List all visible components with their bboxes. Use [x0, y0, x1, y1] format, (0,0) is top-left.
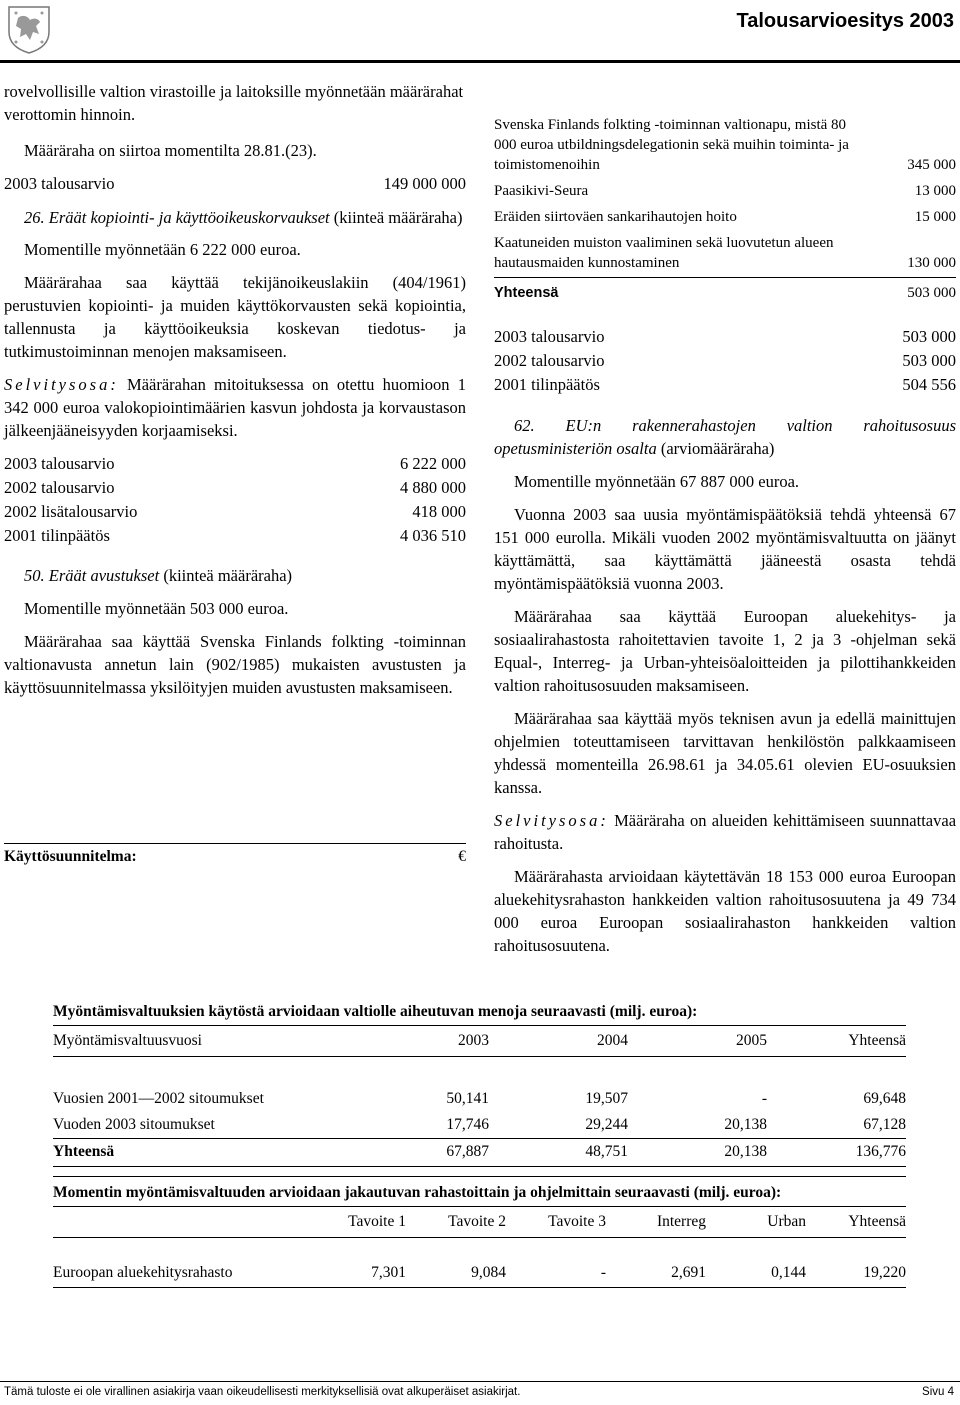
section-62-grant: Momentille myönnetään 67 887 000 euroa. — [514, 472, 800, 491]
usage-plan-table — [494, 115, 956, 303]
plan-row: Kaatuneiden muiston vaaliminen sekä luovutetun alueen hautausmaiden kunnostaminen 130 000 — [494, 235, 956, 271]
section-50-name: 50. Eräät avustukset — [24, 566, 160, 585]
section-62-paragraph-1: Vuonna 2003 saa uusia myöntämispäätöksiä tehdä yhteensä 67 151 000 eurolla. Mikäli vuoden 2002 myöntämisvaltuutta on jäänyt käyttämättä, saa käyttämättä jääneestä osasta tehdä myöntämispäätöksiä vuonna 2003. — [494, 505, 956, 593]
table-header-row: Tavoite 1 Tavoite 2 Tavoite 3 Interreg Urban Yhteensä — [53, 1207, 906, 1237]
figure-row: 2002 lisätalousarvio 418 000 — [4, 502, 466, 521]
fund-allocation-table — [53, 1176, 906, 1288]
section-50-grant: Momentille myönnetään 503 000 euroa. — [24, 599, 289, 618]
figure-row: 2002 talousarvio 4 880 000 — [4, 478, 466, 497]
header-rule — [0, 60, 960, 63]
left-column — [4, 80, 466, 699]
section-26-number: 26. — [24, 208, 45, 227]
table-row: Vuosien 2001—2002 sitoumukset 50,141 19,507 - 69,648 — [53, 1090, 906, 1107]
table-header-row: Myöntämisvaltuusvuosi 2003 2004 2005 Yhteensä — [53, 1026, 906, 1056]
section-50-figures — [494, 325, 956, 396]
figure-row: 2002 talousarvio 503 000 — [494, 351, 956, 370]
section-50-type: (kiinteä määräraha) — [159, 566, 293, 585]
section-62-title — [494, 414, 956, 460]
right-column — [494, 115, 956, 957]
intro-paragraph: rovelvollisille valtion virastoille ja laitoksille myönnetään määrärahat verottomin hinnoin. — [4, 82, 464, 124]
budget-value: 149 000 000 — [383, 174, 466, 193]
coat-of-arms-logo — [6, 4, 52, 54]
table-1-title: Myöntämisvaltuuksien käytöstä arvioidaan valtiolle aiheutuvan menoja seuraavasti (milj. euroa): — [53, 1002, 906, 1026]
grant-authority-table — [53, 1002, 906, 1167]
figure-row: 2001 tilinpäätös 4 036 510 — [4, 526, 466, 545]
usage-plan-header — [4, 843, 466, 866]
section-62-name: 62. EU:n rakennerahastojen valtion rahoitusosuus opetusministeriön osalta — [494, 416, 956, 458]
transfer-note: Määräraha on siirtoa momentilta 28.81.(23). — [24, 141, 317, 160]
selvitys-label: Selvitysosa: — [494, 811, 609, 830]
section-62-paragraph-2: Määrärahaa saa käyttää Euroopan aluekehitys- ja sosiaalirahastosta rahoitettavien tavoite 1, 2 ja 3 -ohjelman sekä Equal-, Interreg- ja Urban-yhteisöaloitteiden ja pilottihankkeiden valtion rahoitusosuuden maksamiseen. — [494, 607, 956, 695]
section-50-body: Määrärahaa saa käyttää Svenska Finlands folkting -toiminnan valtionavusta annetun lain (902/1985) mukaisten avustusten ja käyttösuunnitelmassa yksilöityjen muiden avustusten maksamiseen. — [4, 632, 466, 697]
footer-note: Tämä tuloste ei ole virallinen asiakirja vaan oikeudellisesti merkityksellisiä ovat alkuperäiset asiakirjat. — [4, 1386, 521, 1398]
section-50-title — [4, 564, 466, 587]
section-62-type: (arviomääräraha) — [656, 439, 775, 458]
table-total-row: Yhteensä 67,887 48,751 20,138 136,776 — [53, 1138, 906, 1166]
section-26-title — [4, 206, 466, 229]
figure-row: 2003 talousarvio 503 000 — [494, 327, 956, 346]
section-26-grant: Momentille myönnetään 6 222 000 euroa. — [24, 240, 301, 259]
section-62-selvitys — [494, 809, 956, 855]
section-26-figures — [4, 452, 466, 547]
table-2-title: Momentin myöntämisvaltuuden arvioidaan jakautuvan rahastoittain ja ohjelmittain seuraavasti (milj. euroa): — [53, 1183, 906, 1207]
footer-rule — [0, 1381, 960, 1382]
figure-row: 2003 talousarvio 6 222 000 — [4, 454, 466, 473]
document-title: Talousarvioesitys 2003 — [736, 10, 954, 32]
section-26-name: Eräät kopiointi- ja käyttöoikeuskorvaukset — [48, 208, 330, 227]
usage-plan-label: Käyttösuunnitelma: — [4, 848, 137, 865]
section-26-selvitys-text: Määrärahan mitoituksessa on otettu huomioon 1 342 000 euroa valokopiointimäärien kasvun johdosta ja korvaustason jälkeenjääneisyyden korjaamiseksi. — [4, 375, 467, 440]
table-row: Vuoden 2003 sitoumukset 17,746 29,244 20,138 67,128 — [53, 1112, 906, 1138]
euro-unit: € — [458, 848, 466, 865]
figure-row: 2001 tilinpäätös 504 556 — [494, 375, 956, 394]
table-1 — [53, 1026, 906, 1167]
section-62-paragraph-3: Määrärahaa saa käyttää myös teknisen avun ja edellä mainittujen ohjelmien toteuttamiseen tarvittavan henkilöstön palkkaamiseen yhdessä momenteilla 26.98.61 ja 34.05.61 olevien EU-osuuksien kanssa. — [494, 709, 956, 797]
section-62-paragraph-4: Määrärahasta arvioidaan käytettävän 18 153 000 euroa Euroopan aluekehitysrahaston hankkeiden valtion rahoitusosuutena ja 49 734 000 euroa Euroopan sosiaalirahaston hankkeiden valtion rahoitusosuutena. — [494, 867, 956, 955]
budget-label: 2003 talousarvio — [4, 174, 115, 193]
section-26-body: Määrärahaa saa käyttää tekijänoikeuslakiin (404/1961) perustuvien kopiointi- ja muiden käyttökorvausten sekä kopiointia, tallennusta ja käyttöoikeuksia koskevan tiedotus- ja tutkimustoiminnan menojen maksamiseen. — [4, 273, 466, 361]
section-26-selvitys — [4, 373, 466, 442]
section-26-type: (kiinteä määräraha) — [329, 208, 463, 227]
section-62-selvitys-text: Määräraha on alueiden kehittämiseen suunnattavaa rahoitusta. — [494, 811, 957, 853]
budget-line — [4, 172, 466, 195]
plan-row: Paasikivi-Seura 13 000 — [494, 183, 956, 199]
page-number: Sivu 4 — [922, 1386, 954, 1398]
selvitys-label: Selvitysosa: — [4, 375, 119, 394]
plan-row: Svenska Finlands folkting -toiminnan valtionapu, mistä 80 000 euroa utbildningsdelegationin sekä muihin toiminta- ja toimistomenoihin 345 000 — [494, 117, 956, 173]
plan-total-row: Yhteensä 503 000 — [494, 277, 956, 303]
table-2 — [53, 1207, 906, 1288]
table-row: Euroopan aluekehitysrahasto 7,301 9,084 - 2,691 0,144 19,220 — [53, 1259, 906, 1287]
plan-row: Eräiden siirtoväen sankarihautojen hoito 15 000 — [494, 209, 956, 225]
